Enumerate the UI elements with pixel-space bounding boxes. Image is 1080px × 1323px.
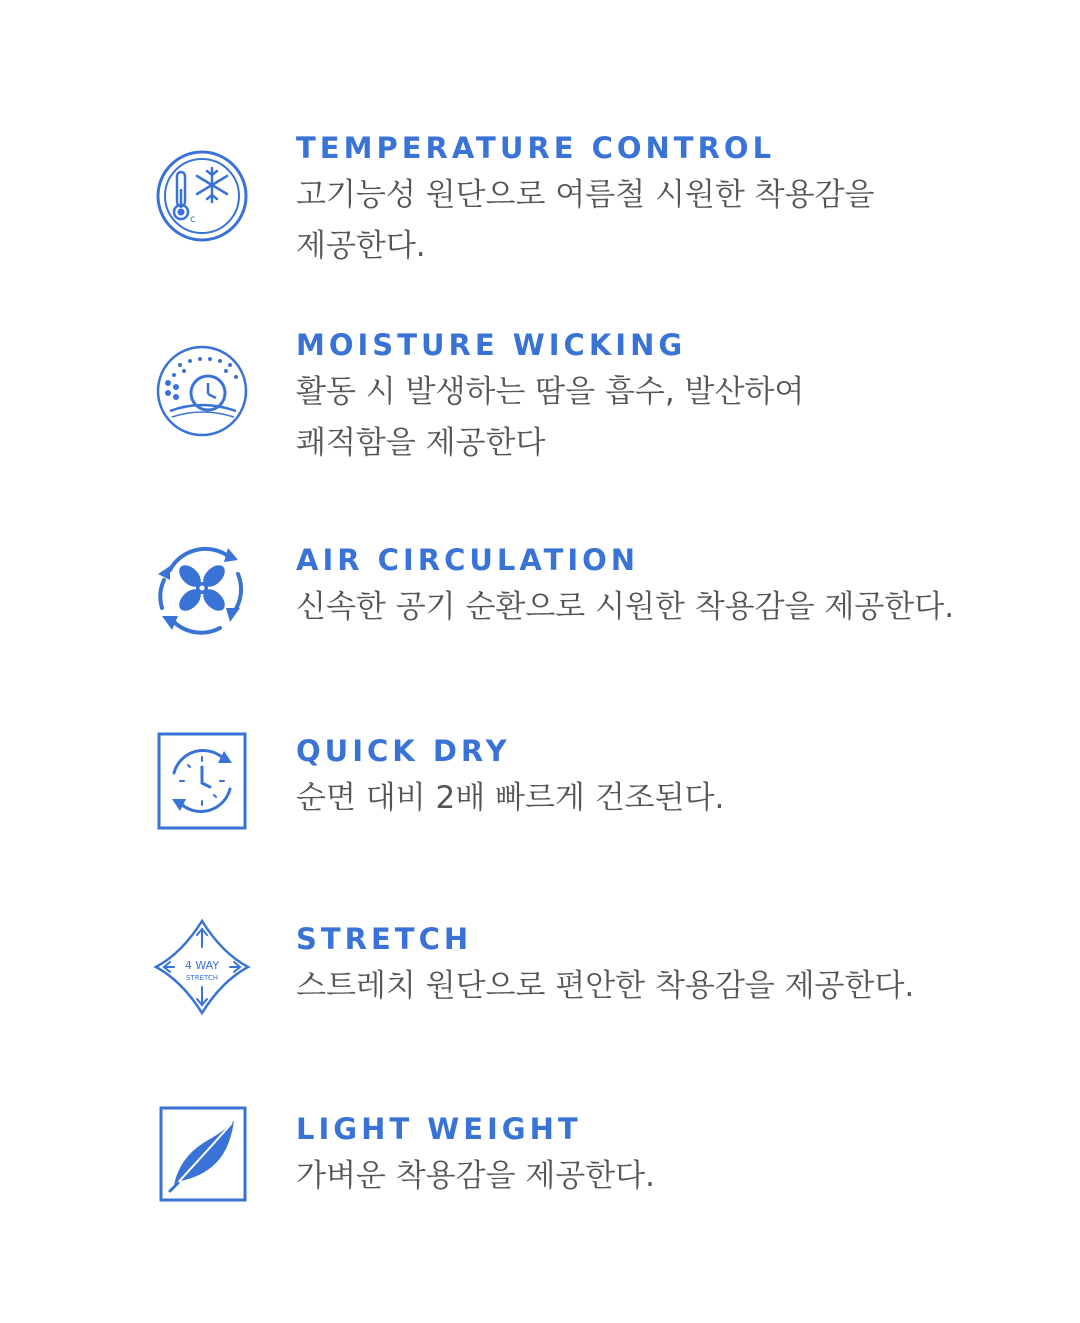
stretch-icon-label-bottom: STRETCH xyxy=(185,974,219,982)
feature-text xyxy=(296,327,996,469)
thermometer-snowflake-icon xyxy=(150,144,254,248)
feature-title: MOISTURE WICKING xyxy=(296,328,687,362)
feature-text xyxy=(296,921,996,1012)
feature-title: LIGHT WEIGHT xyxy=(296,1112,582,1146)
feature-description: 활동 시 발생하는 땀을 흡수, 발산하여 쾌적함을 제공한다 xyxy=(296,374,805,461)
feature-description: 스트레치 원단으로 편안한 착용감을 제공한다. xyxy=(296,968,915,1004)
feature-icon xyxy=(150,1105,254,1209)
feature-description: 고기능성 원단으로 여름철 시원한 착용감을 제공한다. xyxy=(296,177,875,264)
feature-title: AIR CIRCULATION xyxy=(296,543,640,577)
feature-text xyxy=(296,130,996,272)
stretch-icon-label-top: 4 WAY xyxy=(184,959,220,972)
feature-title: QUICK DRY xyxy=(296,734,511,768)
feature-text xyxy=(296,733,996,824)
feature-description: 가벼운 착용감을 제공한다. xyxy=(296,1158,655,1194)
svg-text:c: c xyxy=(190,214,196,225)
feature-title: STRETCH xyxy=(296,922,473,956)
feature-title: TEMPERATURE CONTROL xyxy=(296,131,776,165)
feature-description: 순면 대비 2배 빠르게 건조된다. xyxy=(296,780,725,816)
feature-description: 신속한 공기 순환으로 시원한 착용감을 제공한다. xyxy=(296,589,955,625)
moisture-clock-icon xyxy=(150,339,254,443)
fan-circulation-icon xyxy=(150,536,254,640)
feature-text xyxy=(296,542,996,633)
quick-dry-clock-icon xyxy=(150,727,254,831)
feature-text xyxy=(296,1111,996,1202)
four-way-stretch-icon xyxy=(150,915,254,1019)
feature-icon-frame xyxy=(150,1105,254,1209)
